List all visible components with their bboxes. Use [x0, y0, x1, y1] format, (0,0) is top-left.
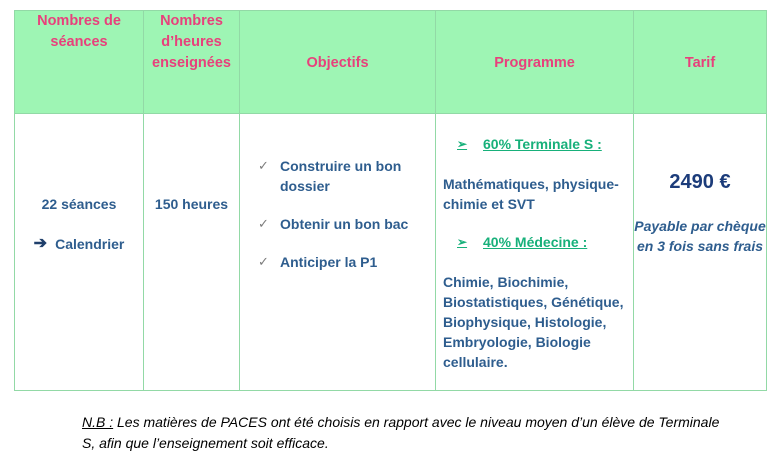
arrow-right-icon: ➔	[33, 235, 48, 252]
price-value: 2490 €	[669, 171, 731, 193]
arrowhead-bullet-icon: ➢	[457, 235, 468, 249]
cell-tarif	[634, 114, 767, 391]
header-programme: Programme	[436, 11, 634, 114]
programme-section-heading	[457, 134, 633, 154]
objective-text: Construire un bon dossier	[280, 158, 402, 194]
objective-item	[258, 156, 435, 196]
footnote	[82, 412, 722, 454]
calendar-link[interactable]	[15, 234, 143, 254]
programme-section-title: 40% Médecine :	[483, 234, 588, 250]
footnote-text: Les matières de PACES ont été choisis en rapport avec le niveau moyen d’un élève de Terminale S, afin que l’enseignement soit efficace.	[82, 414, 720, 451]
objective-item	[258, 252, 435, 272]
calendar-label: Calendrier	[55, 236, 125, 252]
cell-objectifs	[240, 114, 436, 391]
programme-section-text: Mathématiques, physique-chimie et SVT	[443, 176, 619, 212]
payment-terms: Payable par chèque en 3 fois sans frais	[634, 218, 766, 254]
arrowhead-bullet-icon: ➢	[457, 137, 468, 151]
checkmark-icon: ✓	[258, 216, 269, 231]
heures-value: 150 heures	[154, 196, 229, 212]
checkmark-icon: ✓	[258, 254, 269, 269]
seances-value: 22 séances	[41, 196, 117, 212]
programme-section-heading	[457, 232, 633, 252]
table-header-row	[15, 11, 767, 114]
pricing-table	[14, 10, 767, 391]
cell-programme	[436, 114, 634, 391]
footnote-label: N.B :	[82, 414, 114, 430]
header-tarif: Tarif	[634, 11, 767, 114]
header-seances: Nombres de séances	[15, 11, 144, 114]
objective-text: Anticiper la P1	[280, 254, 378, 270]
header-heures: Nombres d’heures enseignées	[144, 11, 240, 114]
programme-section-title: 60% Terminale S :	[483, 136, 602, 152]
checkmark-icon: ✓	[258, 158, 269, 173]
table-row	[15, 114, 767, 391]
objective-item	[258, 214, 435, 234]
cell-heures	[144, 114, 240, 391]
objective-text: Obtenir un bon bac	[280, 216, 409, 232]
programme-section-text: Chimie, Biochimie, Biostatistiques, Génétique, Biophysique, Histologie, Embryologie, Biologie cellulaire.	[443, 274, 624, 370]
cell-seances	[15, 114, 144, 391]
header-objectifs: Objectifs	[240, 11, 436, 114]
